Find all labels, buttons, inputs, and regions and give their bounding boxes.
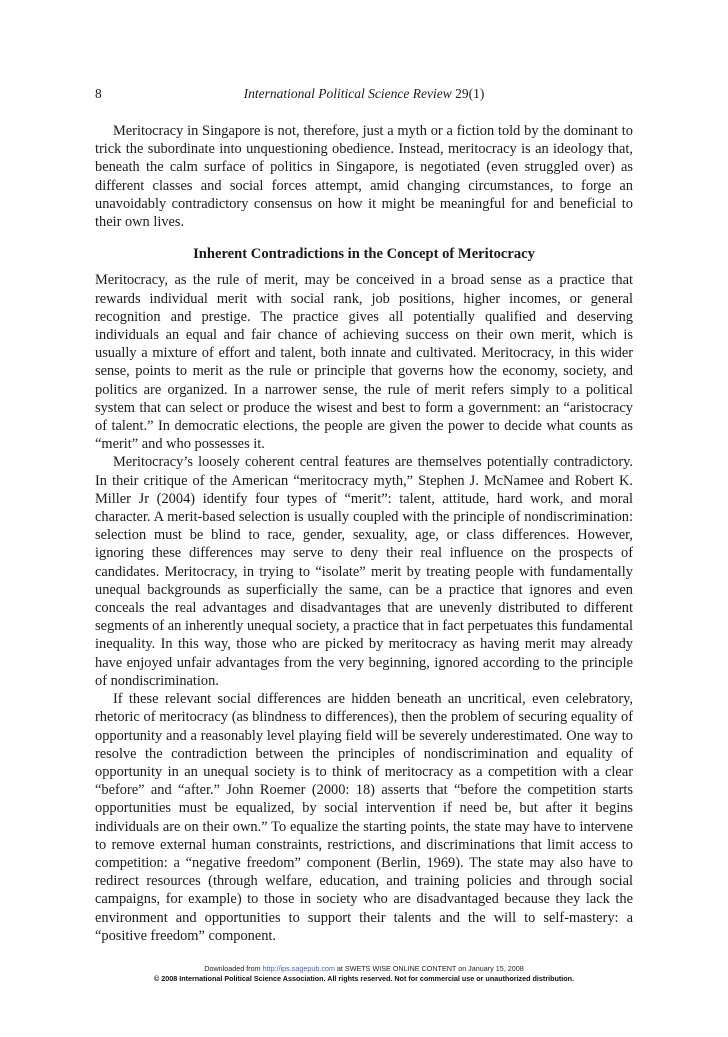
copyright-notice: © 2008 International Political Science Association. All rights reserved. Not for commercial use or unauthorized distribution. — [153, 974, 575, 983]
page-number: 8 — [95, 86, 102, 101]
volume-issue: 29(1) — [455, 86, 485, 101]
download-prefix: Downloaded from — [204, 964, 261, 973]
article-body — [95, 122, 633, 945]
paragraph-1: Meritocracy, as the rule of merit, may be conceived in a broad sense as a practice that rewards individual merit with social rank, job positions, higher incomes, or general recognition and prestige. The practice gives all potentially qualified and deserving individuals an equal and fair chance of achieving success on their own merit, which is usually a mixture of effort and talent, both innate and cultivated. Meritocracy, in this wider sense, points to merit as the rule or principle that governs how the economy, society, and politics are organized. In a narrower sense, the rule of merit refers simply to a political system that can select or produce the wisest and best to form a government: an “aristocracy of talent.” In democratic elections, the people are given the power to decide what counts as “merit” and who possesses it. — [95, 272, 633, 453]
download-notice — [0, 964, 728, 973]
download-suffix: at SWETS WISE ONLINE CONTENT on January 15, 2008 — [336, 964, 524, 973]
paragraph-2: Meritocracy’s loosely coherent central features are themselves potentially contradictory. In their critique of the American “meritocracy myth,” Stephen J. McNamee and Robert K. Miller Jr (2004) identify four types of “merit”: talent, attitude, hard work, and moral character. A merit-based selection is usually coupled with the principle of nondiscrimination: selection must be blind to race, gender, sexuality, age, or class differences. However, ignoring these differences may serve to deny their real influence on the prospects of candidates. Meritocracy, in trying to “isolate” merit by treating people with fundamentally unequal backgrounds as superficially the same, can be a practice that ignores and even conceals the real advantages and disadvantages that are unevenly distributed to different segments of an inherently unequal society, a practice that in fact perpetuates this fundamental inequality. In this way, those who are picked by meritocracy as having merit may already have enjoyed unfair advantages from the very beginning, ignored according to the principle of nondiscrimination. — [95, 454, 633, 689]
section-heading: Inherent Contradictions in the Concept of Meritocracy — [193, 246, 535, 263]
paragraph-intro: Meritocracy in Singapore is not, therefore, just a myth or a fiction told by the dominant to trick the subordinate into unquestioning obedience. Instead, meritocracy is an ideology that, beneath the calm surface of politics in Singapore, is negotiated (even struggled over) as different classes and social forces attempt, amid changing circumstances, to forge an unavoidably contradictory consensus on how it might be meaningful for and beneficial to their own lives. — [95, 123, 633, 231]
journal-title: International Political Science Review — [243, 86, 452, 101]
journal-citation — [95, 86, 633, 102]
download-link[interactable]: http://ips.sagepub.com — [262, 964, 335, 973]
paragraph-3: If these relevant social differences are hidden beneath an uncritical, even celebratory, rhetoric of meritocracy (as blindness to differences), then the problem of securing equality of opportunity and a reasonably level playing field will be severely underestimated. One way to resolve the contradiction between the principles of nondiscrimination and equality of opportunity in an unequal society is to think of meritocracy as a competition with a clear “before” and “after.” John Roemer (2000: 18) asserts that “before the competition starts opportunities must be equalized, by social intervention if need be, but after it begins individuals are on their own.” To equalize the starting points, the state may have to intervene to remove external human constraints, restrictions, and discriminations that limit access to competition: a “negative freedom” component (Berlin, 1969). The state may also have to redirect resources (through welfare, education, and training policies and through social campaigns, for example) to those in society who are disadvantaged because they lack the environment and opportunities to support their talents and the will to self-mastery: a “positive freedom” component. — [95, 691, 633, 944]
running-header — [95, 86, 633, 106]
